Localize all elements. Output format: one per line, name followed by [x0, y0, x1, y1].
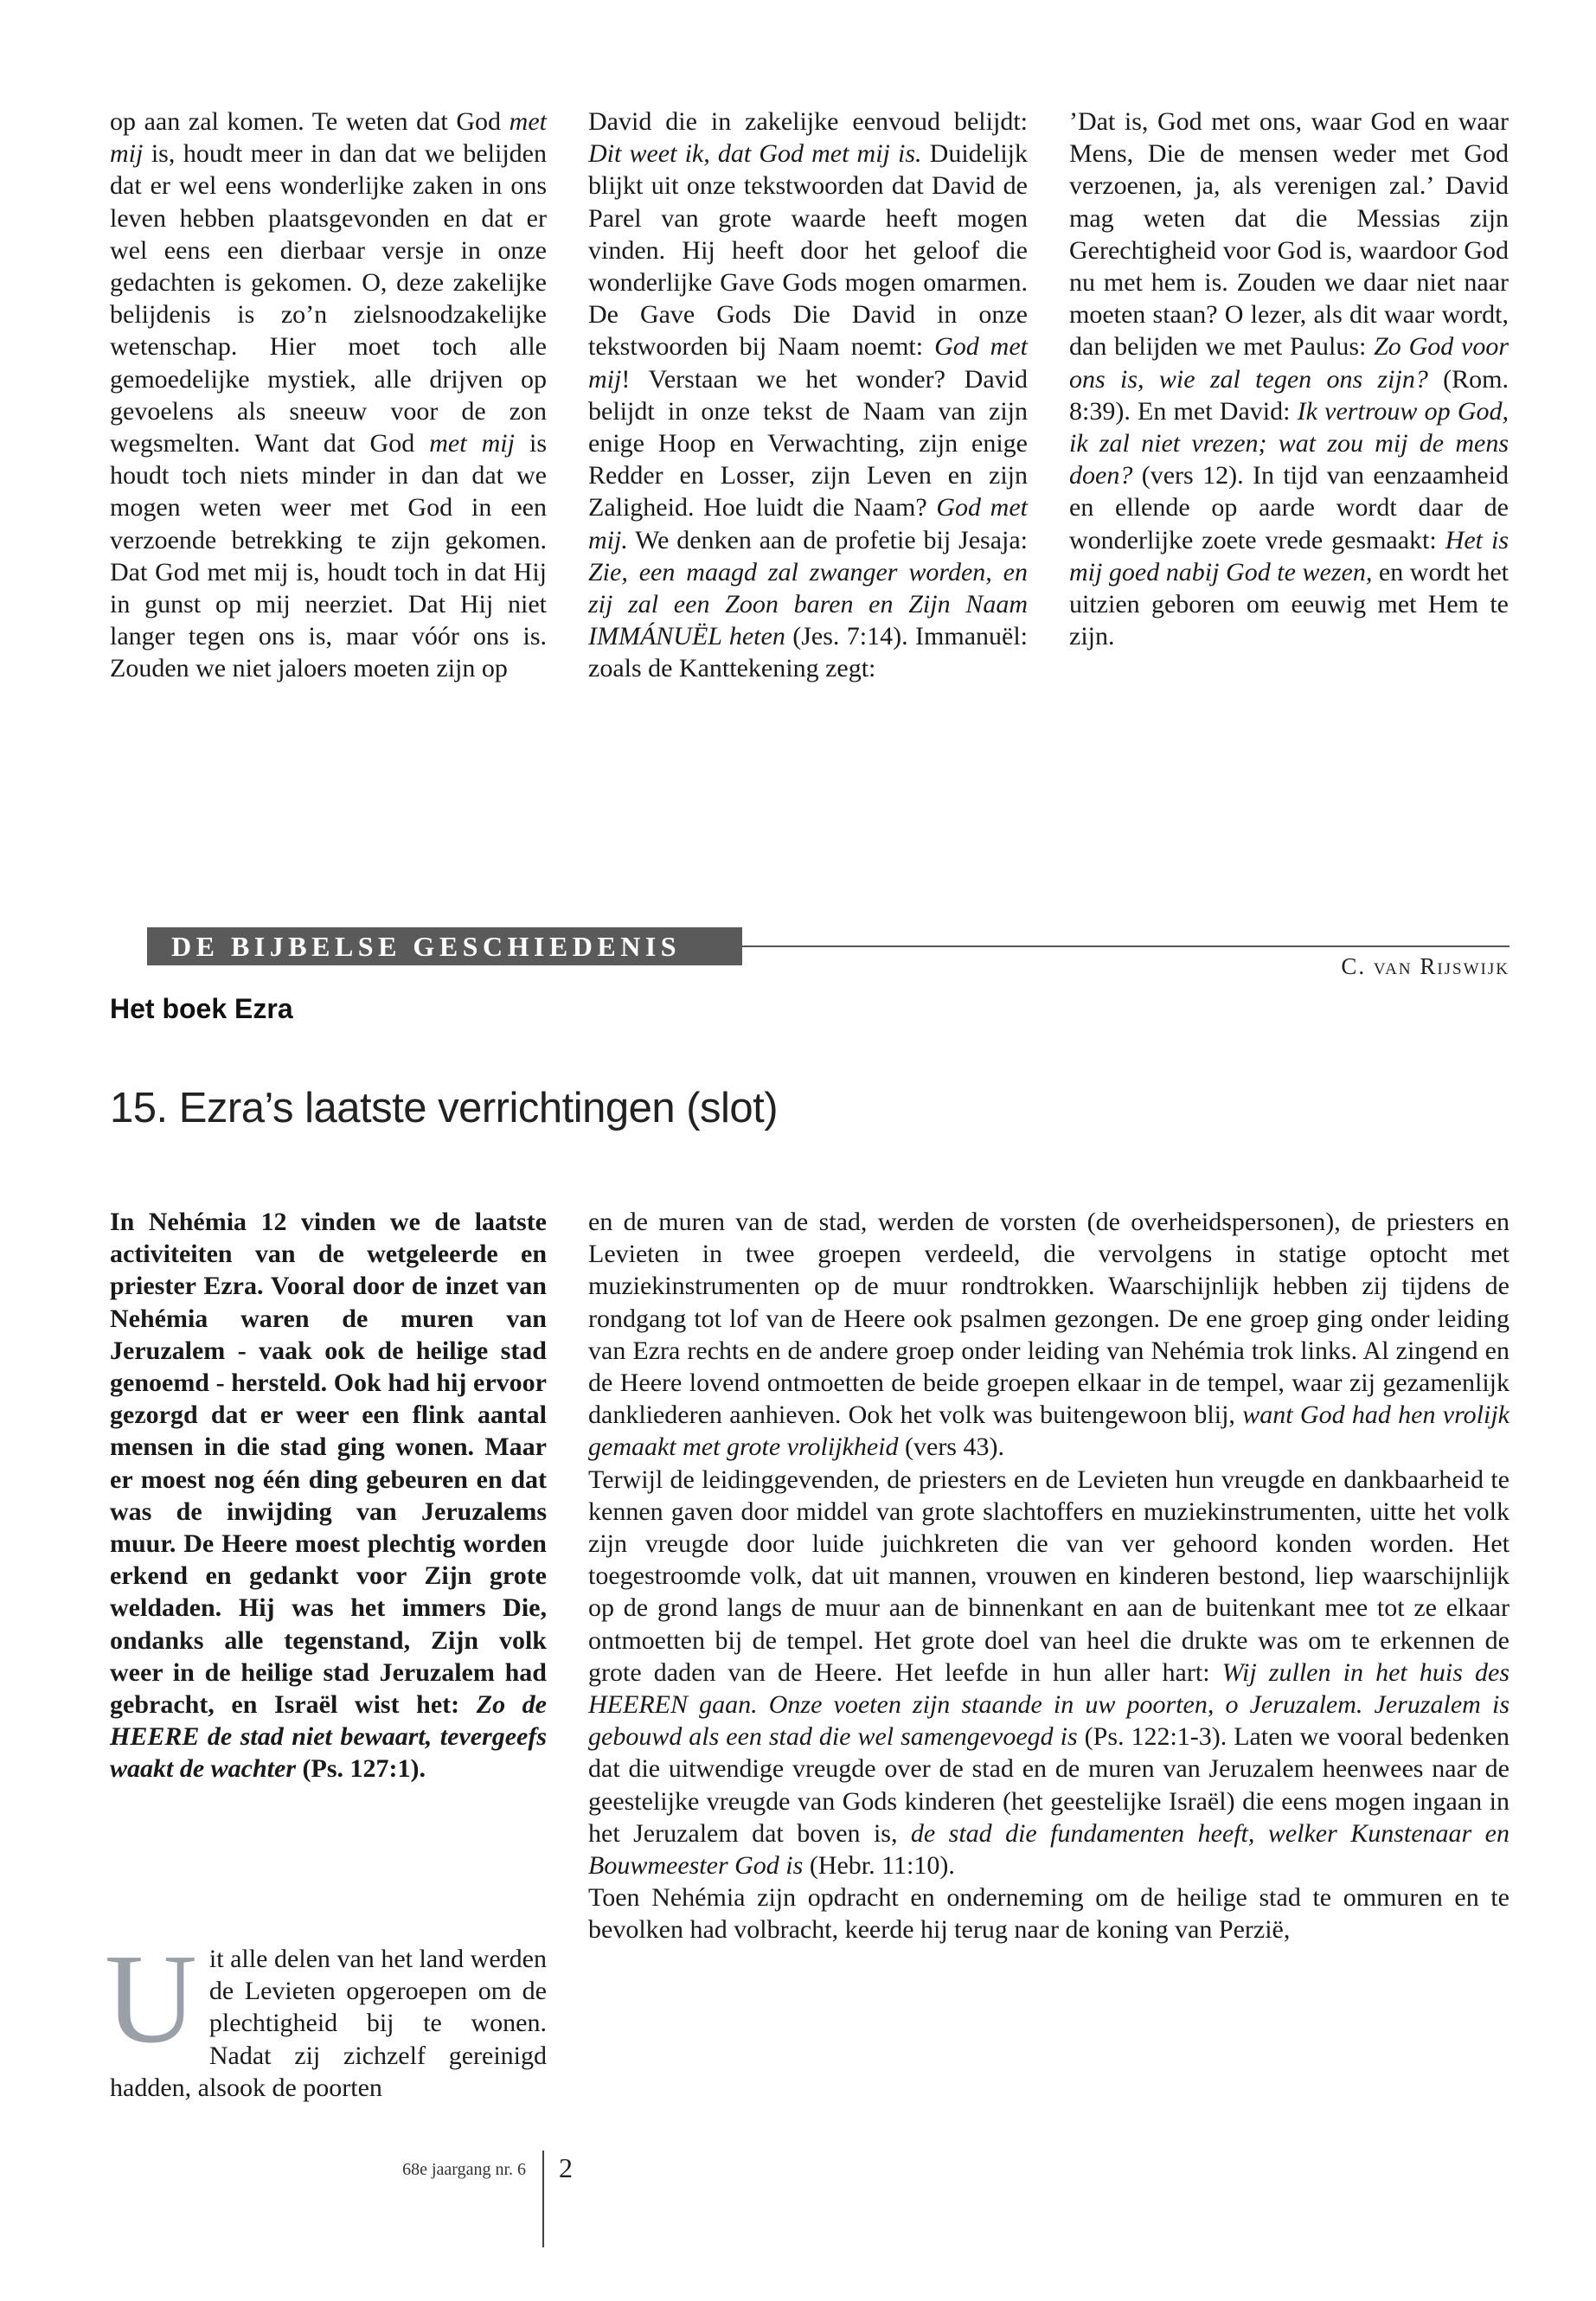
text-run: (Ps. 127:1).: [296, 1754, 426, 1784]
italic-run: Wij zullen in het huis des HEEREN gaan. Onze voeten zijn staande in uw poorten, o Jeruzalem. Jeruzalem is gebouwd als een stad die wel samengevoegd is: [588, 1657, 1509, 1752]
author-name: C. van Rijswijk: [1341, 953, 1509, 979]
text-run: We denken aan de profetie bij Jesaja:: [627, 525, 1028, 554]
italic-run: met mij: [110, 107, 547, 169]
italic-run: want God had hen vrolijk gemaakt met grote vrolijkheid: [588, 1400, 1509, 1462]
text-run: (vers 12). In tijd van eenzaamheid en ellende op aarde wordt daar de wonderlijke zoete vrede gesmaakt:: [1069, 461, 1509, 554]
text-run: (vers 43).: [898, 1433, 1004, 1462]
text-run: ! Verstaan we het wonder? David belijdt in onze tekst de Naam van zijn enige Hoop en Verwachting, zijn enige Redder en Losser, zijn Leven en zijn Zaligheid. Hoe luidt die Naam?: [588, 364, 1028, 522]
text-run: Duidelijk blijkt uit onze tekstwoorden dat David de Parel van grote waarde heeft mogen vinden. Hij heeft door het geloof die wonderlijke Gave Gods mogen omarmen. De Gave Gods Die David in onze tekstwoorden bij Naam noemt:: [588, 139, 1028, 362]
italic-run: Zo God voor ons is, wie zal tegen ons zijn?: [1069, 332, 1509, 394]
article-title: 15. Ezra’s laatste verrichtingen (slot): [110, 1085, 779, 1131]
dropcap-paragraph-text: it alle delen van het land werden de Levieten opgeroepen om de plechtigheid bij te wonen. Nadat zij zichzelf gereinigd hadden, alsook de poorten: [110, 1945, 547, 2102]
column-2-text: [588, 106, 1028, 685]
main-paragraph: [588, 1464, 1509, 1882]
lead-paragraph: [110, 1206, 547, 1785]
text-run: David die in zakelijke eenvoud belijdt:: [588, 107, 1028, 136]
italic-run: Zo de HEERE de stad niet bewaart, tevergeefs waakt de wachter: [110, 1690, 547, 1784]
main-column-text: [588, 1206, 1509, 1946]
text-run: Toen Nehémia zijn opdracht en onderneming om de heilige stad te ommuren en te bevolken had volbracht, keerde hij terug naar de koning van Perzië,: [588, 1883, 1509, 1945]
italic-run: God met mij.: [588, 493, 1029, 554]
issue-info: 68e jaargang nr. 6: [402, 2160, 526, 2179]
page-number: 2: [559, 2152, 573, 2183]
book-title: Het boek Ezra: [110, 993, 293, 1024]
text-run: is houdt toch niets minder in dan dat we mogen weten weer met God in een verzoende betrekking te zijn gekomen. Dat God met mij is, houdt toch in dat Hij in gunst op mij neerziet. Dat Hij niet langer tegen ons is, maar vóór ons is. Zouden we niet jaloers moeten zijn op: [110, 429, 547, 683]
column-3-text: [1069, 106, 1509, 652]
main-paragraph: [588, 1206, 1509, 1464]
text-run: In Nehémia 12 vinden we de laatste activiteiten van de wetgeleerde en priester Ezra. Vooral door de inzet van Nehémia waren de muren van Jeruzalem - vaak ook de heilige stad genoemd - hersteld. Ook had hij ervoor gezorgd dat er weer een flink aantal mensen in die stad ging wonen. Maar er moest nog één ding gebeuren en dat was de inwijding van Jeruzalems muur. De Heere moest plechtig worden erkend en gedankt voor Zijn grote weldaden. Hij was het immers Die, ondanks alle tegenstand, Zijn volk weer in de heilige stad Jeruzalem had gebracht, en Israël wist het:: [110, 1208, 547, 1720]
text-run: is, houdt meer in dan dat we belijden dat er wel eens wonderlijke zaken in ons leven hebben plaatsgevonden en dat er wel eens een dierbaar versje in onze gedachten is gekomen. O, deze zakelijke belijdenis is zo’n zielsnoodzakelijke wetenschap. Hier moet toch alle gemoedelijke mystiek, alle drijven op gevoelens als sneeuw voor de zon wegsmelten. Want dat God: [110, 139, 547, 458]
text-run: op aan zal komen. Te weten dat God: [110, 107, 510, 136]
italic-run: God met mij: [588, 332, 1028, 394]
text-run: en wordt het uitzien geboren om eeuwig met Hem te zijn.: [1069, 557, 1509, 651]
text-run: Terwijl de leidinggevenden, de priesters en de Levieten hun vreugde en dankbaarheid te kennen gaven door middel van grote slachtoffers en muziekinstrumenten, uitte het volk zijn vreugde door luide juichkreten die van ver gehoord konden worden. Het toegestroomde volk, dat uit mannen, vrouwen en kinderen bestond, liep waarschijnlijk op de grond langs de muur aan de binnenkant en aan de buitenkant mee tot ze elkaar ontmoetten bij de tempel. Het grote doel van heel die drukte was om te erkennen de grote daden van de Heere. Het leefde in hun aller hart:: [588, 1465, 1509, 1687]
text-run: (Ps. 122:1-3). Laten we vooral bedenken dat die uitwendige vreugde over de stad en de muren van Jeruzalem heenwees naar de geestelijke vreugde van Gods kinderen (het geestelijke Israël) die eens mogen ingaan in het Jeruzalem dat boven is,: [588, 1722, 1509, 1848]
italic-run: Het is mij goed nabij God te wezen,: [1069, 525, 1509, 586]
text-run: (Rom. 8:39). En met David:: [1069, 364, 1509, 426]
footer-divider: [542, 2150, 544, 2247]
italic-run: met mij: [429, 429, 515, 458]
italic-run: Zie, een maagd zal zwanger worden, en zij zal een Zoon baren en Zijn Naam IMMÁNUËL heten: [588, 557, 1028, 651]
italic-run: Ik vertrouw op God, ik zal niet vrezen; wat zou mij de mens doen?: [1069, 396, 1509, 490]
main-paragraph: [588, 1881, 1509, 1945]
text-run: (Hebr. 11:10).: [803, 1851, 955, 1881]
text-run: (Jes. 7:14). Immanuël: zoals de Kanttekening zegt:: [588, 622, 1028, 683]
column-1-text: [110, 106, 547, 685]
text-run: en de muren van de stad, werden de vorsten (de overheidspersonen), de priesters en Levieten in twee groepen verdeeld, die vervolgens in statige optocht met muziekinstrumenten op de muur rondtrokken. Waarschijnlijk hebben zij tijdens de rondgang tot lof van de Heere ook psalmen gezongen. De ene groep ging onder leiding van Ezra rechts en de andere groep onder leiding van Nehémia trok links. Al zingend en de Heere lovend ontmoetten de beide groepen elkaar in de tempel, waar zij gezamenlijk dankliederen aanhieven. Ook het volk was buitengewoon blij,: [588, 1208, 1509, 1430]
italic-run: de stad die fundamenten heeft, welker Kunstenaar en Bouwmeester God is: [588, 1818, 1509, 1881]
text-run: ’Dat is, God met ons, waar God en waar Mens, Die de mensen weder met God verzoenen, ja, als verenigen zal.’ David mag weten dat die Messias zijn Gerechtigheid voor God is, waardoor God nu met hem is. Zouden we daar niet naar moeten staan? O lezer, als dit waar wordt, dan belijden we met Paulus:: [1069, 107, 1509, 362]
italic-run: Dit weet ik, dat God met mij is.: [588, 139, 922, 169]
drop-cap-letter: U: [105, 1928, 197, 2070]
section-label: DE BIJBELSE GESCHIEDENIS: [147, 927, 742, 965]
dropcap-paragraph: [105, 1928, 547, 2104]
